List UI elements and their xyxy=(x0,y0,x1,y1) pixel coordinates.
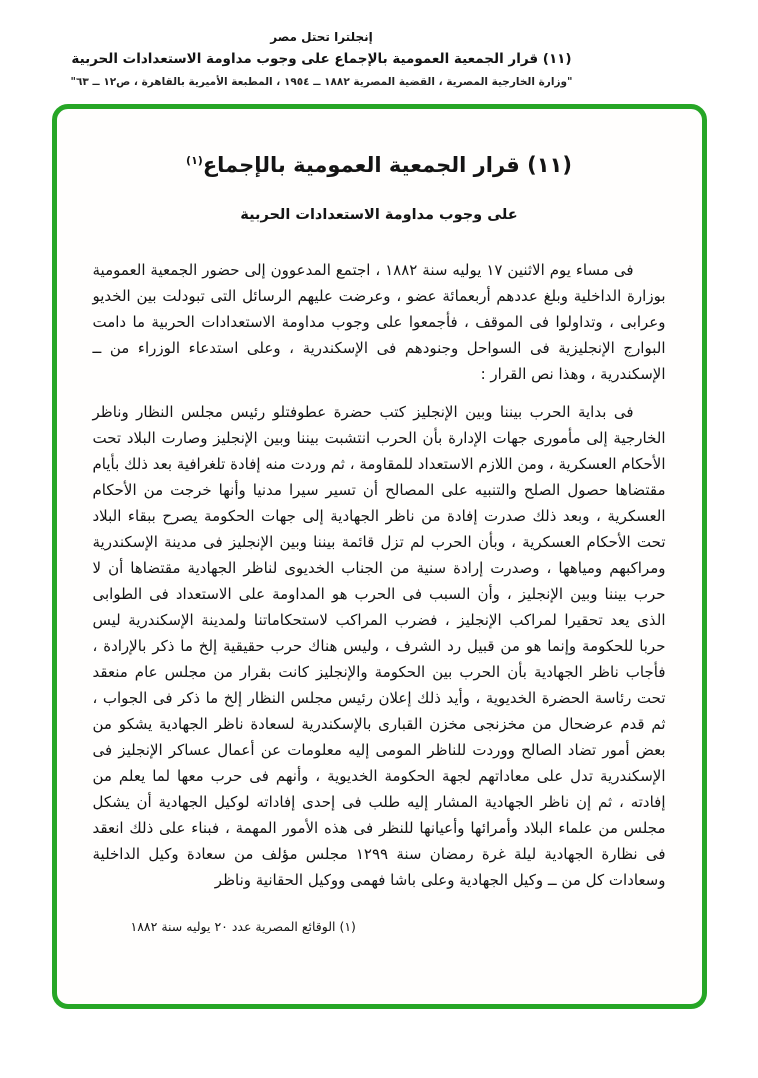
document-subtitle: على وجوب مداومة الاستعدادات الحربية xyxy=(240,207,518,223)
document-title-text: (١١) قرار الجمعية العمومية بالإجماع xyxy=(202,153,572,177)
body-paragraph: فى مساء يوم الاثنين ١٧ يوليه سنة ١٨٨٢ ، اجتمع المدعوون إلى حضور الجمعية العمومية بوزارة الداخلية وبلغ عددهم أربعمائة عضو ، وعرضت عليهم الرسائل التى تبودلت بين الخديو وعرابى ، وتداولوا فى الموقف ، فأجمعوا على وجوب مداومة الاستعدادات الحربية ما دامت البوارج الإنجليزية فى السواحل وجنودهم فى الإسكندرية ، وعلى استدعاء الوزراء من ــ الإسكندرية ، وهذا نص القرار : xyxy=(92,261,666,383)
header-chapter-title: إنجلترا تحتل مصر xyxy=(270,30,373,44)
document-body xyxy=(93,257,666,893)
green-border-frame xyxy=(52,104,707,1009)
footnote-marker: (١) xyxy=(186,154,203,167)
footnote-citation: (١) الوقائع المصرية عدد ٢٠ يوليه سنة ١٨٨٢ xyxy=(130,919,356,934)
page-header xyxy=(0,0,643,88)
body-paragraph: فى بداية الحرب بيننا وبين الإنجليز كتب حضرة عطوفتلو رئيس مجلس النظار وناظر الخارجية إلى مأمورى جهات الإدارة بأن الحرب انتشبت بيننا وبين الإنجليز وصارت البلاد تحت الأحكام العسكرية ، ومن اللازم الاستعداد للمقاومة ، ثم وردت منه إفادة تلغرافية بعد ذلك بأيام مقتضاها حصول الصلح والتنبيه على المصالح أن تسير سيرا مدنيا وأنها خرجت من الأحكام العسكرية ، وبعد ذلك صدرت إفادة من ناظر الجهادية إلى جهات الحكومة يصرح ببقاء البلاد تحت الأحكام العسكرية ، وبأن الحرب لم تزل قائمة بيننا وبين الإنجليز فى مدينة الإسكندرية ومراكبهم ومياهها ، وصدرت إرادة سنية من الجناب الخديوى لناظر الجهادية مقتضاها أن لا حرب بيننا وبين الإنجليز ، وأن السبب فى الحرب هو المداومة على الاستعداد فى الطوابى الذى يعد تحقيرا لمراكب الإنجليز ، فضرب المراكب لاستحكاماتنا ولمدينة الإسكندرية ليس حربا للحكومة وإنما هو من قبيل رد الشرف ، وليس هناك حرب حقيقية إلخ ما ذكر بالإرادة ، فأجاب ناظر الجهادية بأن الحرب بين الحكومة والإنجليز كانت بقرار من مجلس عام منعقد تحت رئاسة الحضرة الخديوية ، وأيد ذلك إعلان رئيس مجلس النظار إلخ ما ذكر فى الجواب ، ثم قدم عرضحال من مخزنجى مخزن القبارى بالإسكندرية لسعادة ناظر الجهادية يشكو من بعض أمور تضاد الصالح ووردت للناظر المومى إليه معلومات عن أعمال عساكر الإنجليز فى الإسكندرية تدل على معاداتهم لجهة الحكومة الخديوية ، وأنهم فى حرب معها لما يعلم من إفادته ، ثم إن ناظر الجهادية المشار إليه طلب فى إحدى إفاداته لوكيل الجهادية أن يشكل مجلس من علماء البلاد وأمرائها وأعيانها للنظر فى هذه الأمور المهمة ، فبناء على ذلك انعقد فى نظارة الجهادية ليلة غرة رمضان سنة ١٢٩٩ مجلس مؤلف من سعادة وكيل الداخلية وسعادات كل من ــ وكيل الجهادية وعلى باشا فهمى ووكيل الحقانية وناظر xyxy=(92,403,666,889)
header-source-citation: "وزارة الخارجية المصرية ، القضية المصرية ١٨٨٢ ــ ١٩٥٤ ، المطبعة الأميرية بالقاهرة ، ص١٢ ــ ٦٣" xyxy=(70,76,573,88)
document-title xyxy=(93,153,666,177)
header-document-title: (١١) قرار الجمعية العمومية بالإجماع على وجوب مداومة الاستعدادات الحربية xyxy=(71,51,572,67)
